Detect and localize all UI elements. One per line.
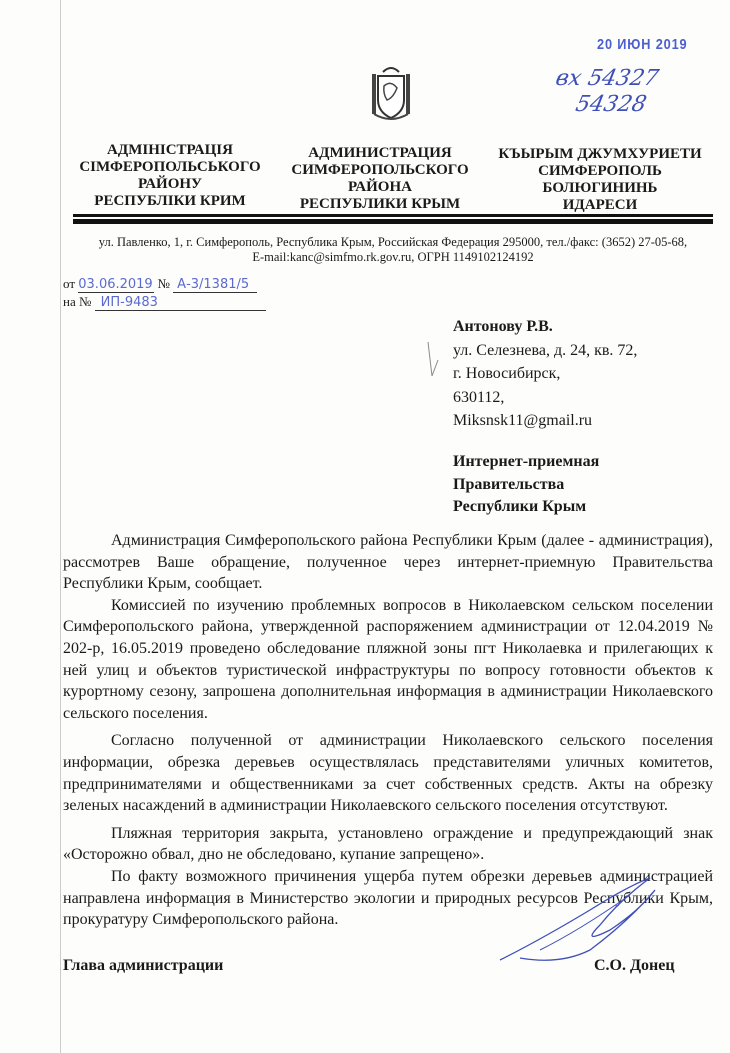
header-line: БОЛЮГИНИНЬ: [542, 180, 658, 196]
signatory-name: С.О. Донец: [594, 957, 675, 974]
header-russian: [282, 145, 478, 213]
header-line: РЕСПУБЛИКИ КРЫМ: [299, 196, 461, 212]
incoming-reference-number: ИП-9483: [95, 295, 266, 311]
header-line: АДМІНІСТРАЦІЯ: [107, 142, 233, 158]
header-divider-thick: [73, 219, 713, 224]
received-date-stamp: 20 ИЮН 2019: [597, 36, 688, 53]
address-line: ул. Павленко, 1, г. Симферополь, Республика Крым, Российская Федерация 295000, тел./факс: (3652) 27-05-68,: [98, 235, 688, 249]
scan-edge: [60, 0, 61, 1053]
recipient-address-line: 630112,: [453, 388, 505, 406]
check-mark-icon: [426, 340, 440, 380]
copy-recipient-line: Республики Крым: [453, 498, 587, 515]
header-line: АДМИНИСТРАЦИЯ: [308, 145, 452, 161]
copy-recipient-line: Интернет-приемная: [453, 453, 600, 470]
address-block: [73, 235, 713, 265]
incoming-number-2: 54328: [573, 92, 649, 117]
header-line: СИМФЕРОПОЛЬСКОГО: [291, 162, 469, 178]
header-line: КЪЫРЫМ ДЖУМХУРИЕТИ: [498, 146, 702, 162]
number-label: №: [157, 276, 170, 291]
paragraph: Согласно полученной от администрации Николаевского сельского поселения информации, обрезка деревьев осуществлялась представителями уличных комитетов, предпринимателями и общественниками за счет собственных средств. Акты на обрезку зеленых насаждений в администрации Николаевского сельского поселения отсутствуют.: [63, 732, 713, 815]
to-label: на №: [63, 294, 92, 309]
header-ukrainian: [70, 142, 270, 210]
incoming-reference: [63, 294, 266, 311]
header-line: СИМФЕРОПОЛЬ: [538, 163, 662, 179]
header-line: ИДАРЕСИ: [562, 197, 638, 213]
recipient-name: Антонову Р.В.: [453, 318, 553, 335]
from-label: от: [63, 276, 76, 291]
handwritten-signature: [480, 870, 670, 970]
incoming-number-1: вх 54327: [553, 66, 661, 91]
crimea-emblem-icon: [369, 64, 413, 122]
recipient-address-line: ул. Селезнева, д. 24, кв. 72,: [453, 341, 638, 359]
outgoing-number: А-3/1381/5: [173, 277, 257, 293]
paragraph: Комиссией по изучению проблемных вопросов в Николаевском сельском поселении Симферопольского района, утвержденной распоряжением администрации от 12.04.2019 № 202-р, 16.05.2019 проведено обследование пляжной зоны пгт Николаевка и прилегающих к ней улиц и объектов туристической инфраструктуры по вопросу готовности объектов к курортному сезону, запрошена дополнительная информация в администрации Николаевского сельского поселения.: [63, 596, 713, 722]
paragraph: Пляжная территория закрыта, установлено ограждение и предупреждающий знак «Осторожно обвал, дно не обследовано, купание запрещено».: [63, 824, 713, 864]
header-line: СІМФЕРОПОЛЬСЬКОГО: [79, 159, 261, 175]
copy-recipient: [453, 451, 599, 519]
header-line: РЕСПУБЛІКИ КРИМ: [94, 193, 246, 209]
copy-recipient-line: Правительства: [453, 475, 565, 493]
recipient-email: Miksnsk11@gmail.ru: [453, 412, 593, 429]
header-divider: [73, 214, 713, 217]
header-crimean-tatar: [495, 146, 705, 214]
outgoing-date: 03.06.2019: [78, 277, 153, 292]
header-line: РАЙОНУ: [137, 176, 203, 192]
signatory-title: Глава администрации: [63, 957, 224, 974]
header-line: РАЙОНА: [348, 179, 412, 195]
outgoing-reference: [63, 276, 257, 293]
recipient-address-line: г. Новосибирск,: [453, 365, 561, 382]
paragraph: По факту возможного причинения ущерба путем обрезки деревьев администрацией направлена информация в Министерство экологии и природных ресурсов Республики Крым, прокуратуру Симферопольского района.: [63, 867, 713, 929]
contact-line: E-mail:kanc@simfmo.rk.gov.ru, ОГРН 1149102124192: [252, 250, 534, 264]
paragraph: Администрация Симферопольского района Республики Крым (далее - администрация), рассмотрев Ваше обращение, полученное через интернет-приемную Правительства Республики Крым, сообщает.: [63, 532, 713, 593]
recipient-block: [453, 315, 637, 433]
